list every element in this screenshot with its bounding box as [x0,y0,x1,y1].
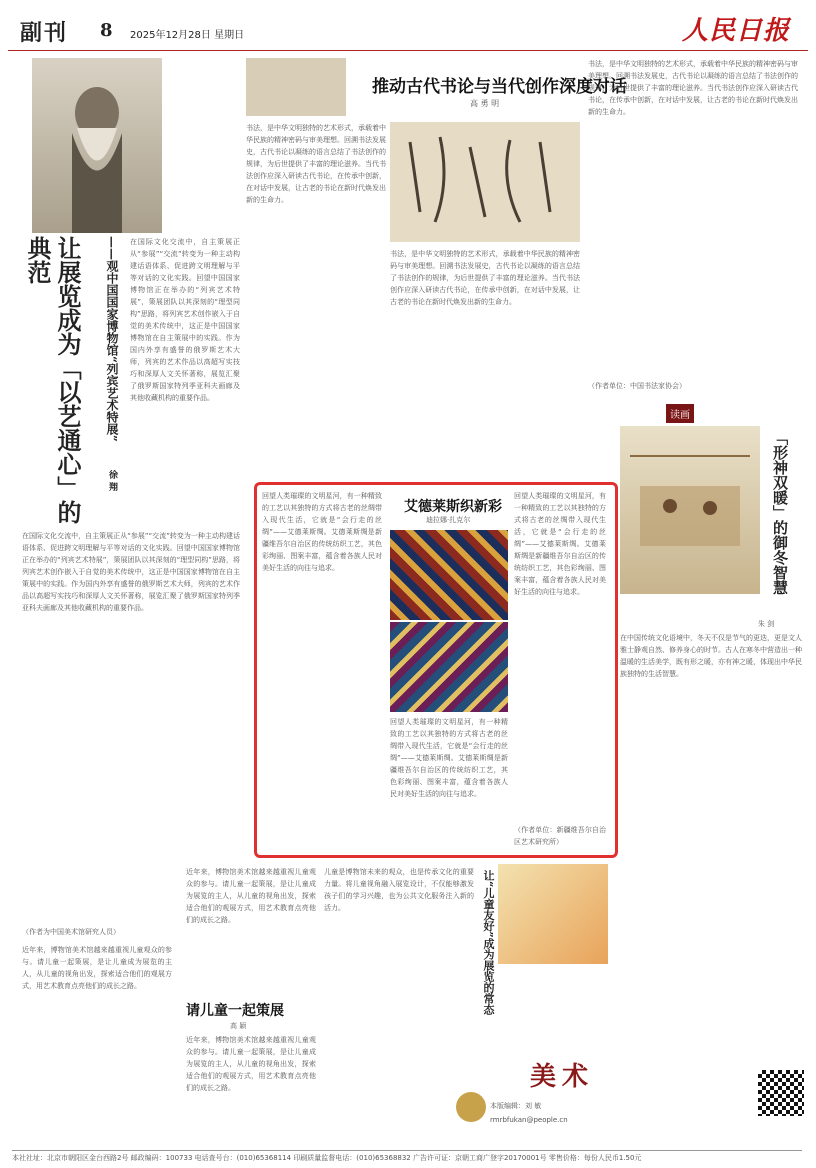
center-article-body-col1: 回望人类璀璨的文明星河，有一种精致的工艺以其独特的方式将古老的丝绸带入现代生活，它就是“会行走的丝绸”——艾德莱斯绸。艾德莱斯绸是新疆维吾尔自治区的传统纺织工艺，其色彩绚丽、图案丰富，蕴含着各族人民对美好生活的向往与追求。 [262,492,382,572]
center-article-author: 迪拉娜·扎克尔 [426,516,471,524]
right-article-author: 朱 剑 [758,620,775,628]
left-article-body: 在国际文化交流中，自主策展正从“参展”“交流”转变为一种主动构建话语体系、促进跨文明理解与平等对话的文化实践。回望中国国家博物馆正在举办的“列宾艺术特展”，策展团队以其深刻的“理型同构”思路，将列宾艺术创作嵌入于自觉的美术传统中，这正是中国国家博物馆在自主策展中的实践。作为国内外享有盛誉的俄罗斯艺术大师，列宾的艺术作品以高超写实技巧和深厚人文关怀著称，展览汇聚了俄罗斯国家特列季亚科夫画廊及其他收藏机构的重要作品。 [130,238,240,402]
textile-photo [390,530,508,620]
textile-photo-2 [390,622,508,712]
center-article-body-col2: 回望人类璀璨的文明星河，有一种精致的工艺以其独特的方式将古老的丝绸带入现代生活，它就是“会行走的丝绸”——艾德莱斯绸。艾德莱斯绸是新疆维吾尔自治区的传统纺织工艺，其色彩绚丽、图案丰富，蕴含着各族人民对美好生活的向往与追求。 [390,718,508,798]
publish-date: 2025年12月28日 星期日 [130,30,245,41]
bottom-article-body: 近年来，博物馆美术馆越来越重视儿童观众的参与。请儿童一起策展，是让儿童成为展览的主人，从儿童的视角出发，探索适合他们的观展方式，用艺术教育点亮他们的成长之路。 [186,1036,316,1092]
center-article-title: 艾德莱斯织新彩 [404,499,502,515]
portrait-figure-icon [32,58,162,233]
page-header [8,6,808,51]
right-article-title: 「形神双暖」的御冬智慧 [771,430,789,595]
painting-figures-icon [620,426,760,594]
calligraphy-strokes-icon [390,122,580,242]
children-art-image [498,864,608,964]
top-article-author: 高 勇 明 [470,99,500,108]
newspaper-logo: 人民日报 [681,16,790,46]
seal-logo-image [456,1092,486,1122]
left-article-footnote: （作者为中国美术馆研究人员） [22,928,120,936]
top-article-footnote: （作者单位：中国书法家协会） [588,382,686,390]
art-section-editor: 本版编辑：刘 敏 [490,1102,542,1110]
bottom-left-body: 近年来，博物馆美术馆越来越重视儿童观众的参与。请儿童一起策展，是让儿童成为展览的主人，从儿童的视角出发，探索适合他们的观展方式，用艺术教育点亮他们的成长之路。 [22,946,172,990]
top-article-body-col3: 书法，是中华文明独特的艺术形式，承载着中华民族的精神密码与审美理想。回溯书法发展史，古代书论以凝练的语言总结了书法创作的规律，为后世提供了丰富的理论滋养。当代书法创作应深入研读古代书论，在传承中创新，在对话中发展，让古老的书论在新时代焕发出新的生命力。 [588,60,798,116]
page-number: 8 [100,20,113,41]
middle-bottom-title: 让“儿童友好”成为展览的常态 [482,870,495,1015]
section-name: 副刊 [20,20,69,46]
center-article-footnote: （作者单位：新疆维吾尔自治区艺术研究所） [514,826,606,846]
qr-code-image[interactable] [758,1070,804,1116]
art-section-title: 美术 [530,1062,595,1092]
painting-image [620,426,760,594]
right-article-body: 在中国传统文化语境中，冬天不仅是节气的更迭，更是文人雅士静观自然、修养身心的时节。古人在寒冬中营造出一种温暖的生活美学，既有形之暖，亦有神之暖，体现出中华民族独特的生活智慧。 [620,634,802,678]
middle-bottom-body: 儿童是博物馆未来的观众，也是传承文化的重要力量。将儿童视角融入展览设计，不仅能够激发孩子们的学习兴趣，也为公共文化服务注入新的活力。 [324,868,474,912]
top-article-body-col1: 书法，是中华文明独特的艺术形式，承载着中华民族的精神密码与审美理想。回溯书法发展史，古代书论以凝练的语言总结了书法创作的规律，为后世提供了丰富的理论滋养。当代书法创作应深入研读古代书论，在传承中创新，在对话中发展，让古老的书论在新时代焕发出新的生命力。 [246,124,386,204]
bottom-article-author: 高 颖 [230,1022,247,1030]
left-article-subtitle: ——观中国国家博物馆“列宾艺术特展” [105,236,119,442]
portrait-image [32,58,162,233]
left-article-title: 让展览成为「以艺通心」的典范 [23,236,82,524]
bottom-article-body-top: 近年来，博物馆美术馆越来越重视儿童观众的参与。请儿童一起策展，是让儿童成为展览的主人，从儿童的视角出发，探索适合他们的观展方式，用艺术教育点亮他们的成长之路。 [186,868,316,924]
top-article-body-col2: 书法，是中华文明独特的艺术形式，承载着中华民族的精神密码与审美理想。回溯书法发展史，古代书论以凝练的语言总结了书法创作的规律，为后世提供了丰富的理论滋养。当代书法创作应深入研读古代书论，在传承中创新，在对话中发展，让古老的书论在新时代焕发出新的生命力。 [390,250,580,306]
reading-section-tag: 读画 [666,404,694,423]
page-footer: 本社社址：北京市朝阳区金台西路2号 邮政编码：100733 电话查号台：(010)65368114 印刷质量监督电话：(010)65368832 广告许可证：京朝工商广登字20170001号 零售价格：每份人民币1.50元 [12,1150,802,1163]
art-section-email: rmrbfukan@people.cn [490,1116,568,1124]
calligraphy-decor-image [246,58,346,116]
top-article-title: 推动古代书论与当代创作深度对话 [372,77,627,97]
left-article-body-cont: 在国际文化交流中，自主策展正从“参展”“交流”转变为一种主动构建话语体系、促进跨文明理解与平等对话的文化实践。回望中国国家博物馆正在举办的“列宾艺术特展”，策展团队以其深刻的“理型同构”思路，将列宾艺术创作嵌入于自觉的美术传统中，这正是中国国家博物馆在自主策展中的实践。作为国内外享有盛誉的俄罗斯艺术大师，列宾的艺术作品以高超写实技巧和深厚人文关怀著称，展览汇聚了俄罗斯国家特列季亚科夫画廊及其他收藏机构的重要作品。 [22,532,240,612]
calligraphy-artwork-image [390,122,580,242]
center-article-body-col3: 回望人类璀璨的文明星河，有一种精致的工艺以其独特的方式将古老的丝绸带入现代生活，它就是“会行走的丝绸”——艾德莱斯绸。艾德莱斯绸是新疆维吾尔自治区的传统纺织工艺，其色彩绚丽、图案丰富，蕴含着各族人民对美好生活的向往与追求。 [514,492,606,596]
bottom-article-title: 请儿童一起策展 [186,1003,284,1019]
left-article-author: 徐 翔 [107,470,117,492]
